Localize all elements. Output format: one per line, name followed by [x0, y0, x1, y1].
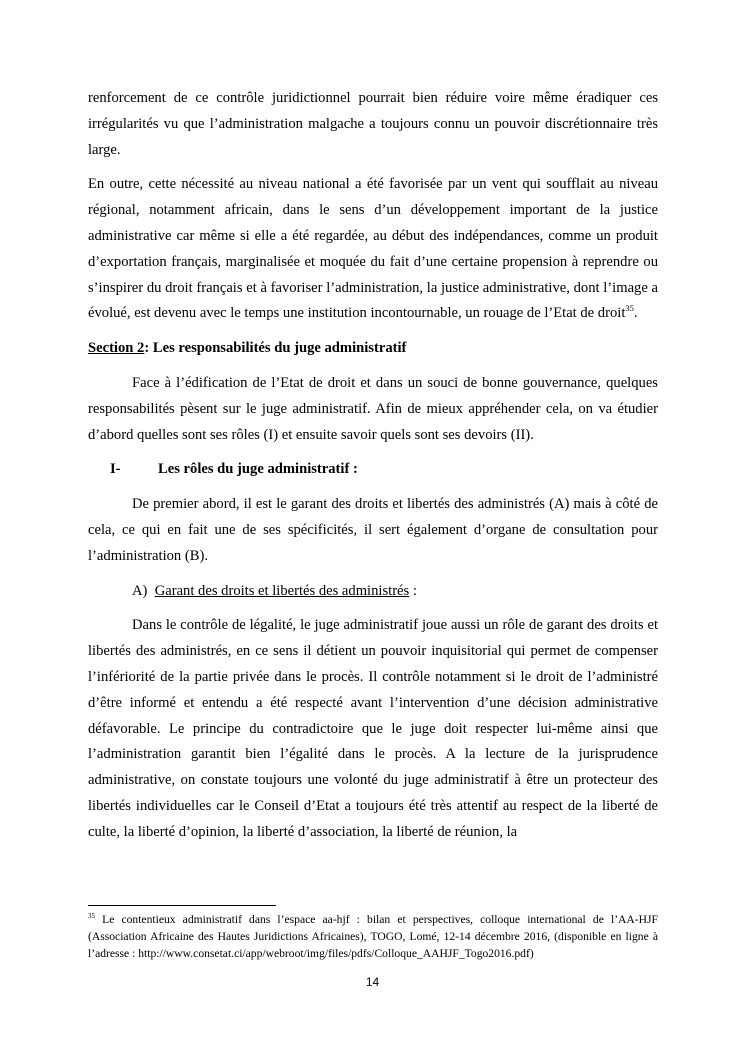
- subheading-title: Garant des droits et libertés des administrés: [154, 582, 410, 599]
- subheading-label: A): [132, 582, 148, 599]
- heading-title: Les rôles du juge administratif :: [158, 461, 358, 478]
- paragraph-part-intro: De premier abord, il est le garant des droits et libertés des administrés (A) mais à côté de cela, ce qui en fait une de ses spécificités, il sert également d’organe de consultation pour l’administration (B).: [88, 496, 658, 564]
- body-text: [88, 86, 658, 855]
- paragraph-end: .: [633, 305, 638, 322]
- footnote: [88, 911, 658, 962]
- subheading-suffix: :: [409, 582, 417, 599]
- paragraph-continuation: renforcement de ce contrôle juridictionnel pourrait bien réduire voire même éradiquer ces irrégularités vu que l’administration malgache a toujours connu un pouvoir discrétionnaire très large.: [88, 90, 658, 158]
- heading-part-I: [88, 457, 658, 483]
- paragraph-guarantor: Dans le contrôle de légalité, le juge administratif joue aussi un rôle de garant des droits et libertés des administrés, en ce sens il détient un pouvoir inquisitorial qui permet de compenser l’infériorité de la partie privée dans le procès. Il contrôle notamment si le droit de l’administré d’être informé et entendu a été respecté avant l’intervention d’une décision administrative défavorable. Le principe du contradictoire que le juge doit respecter lui-même ainsi que l’administration garantit bien l’égalité dans le procès. A la lecture de la jurisprudence administrative, on constate toujours une volonté du juge administratif à être un protecteur des libertés individuelles car le Conseil d’Etat a toujours été très attentif au respect de la liberté de culte, la liberté d’opinion, la liberté d’association, la liberté de réunion, la: [88, 617, 658, 840]
- footnote-text: Le contentieux administratif dans l’espace aa-hjf : bilan et perspectives, colloque international de l’AA-HJF (Association Africaine des Hautes Juridictions Africaines), TOGO, Lomé, 12-14 décembre 2016, (disponible en ligne à l’adresse : http://www.consetat.ci/app/webroot/img/files/pdfs/Colloque_AAHJF_Togo2016.pdf): [88, 913, 658, 960]
- footnote-divider: [88, 905, 276, 906]
- section-title: : Les responsabilités du juge administratif: [144, 340, 407, 357]
- paragraph-regional-context: [88, 172, 658, 327]
- paragraph-section-intro: Face à l’édification de l’Etat de droit et dans un souci de bonne gouvernance, quelques responsabilités pèsent sur le juge administratif. Afin de mieux appréhender cela, on va étudier d’abord quelles sont ses rôles (I) et ensuite savoir quels sont ses devoirs (II).: [88, 374, 658, 443]
- subheading-A: [88, 579, 658, 605]
- heading-number: I-: [110, 461, 121, 478]
- footnote-number: 35: [88, 912, 95, 921]
- section-label: Section 2: [88, 340, 145, 357]
- page-number: 14: [365, 975, 380, 989]
- section-heading: [88, 336, 658, 362]
- paragraph-text: En outre, cette nécessité au niveau national a été favorisée par un vent qui soufflait au niveau régional, notamment africain, dans le sens d’un développement important de la justice administrative car même si elle a été regardée, au début des indépendances, comme un produit d’exportation français, marginalisée et moquée du fait d’une certaine propension à reprendre ou s’inspirer du droit français et à favoriser l’administration, la justice administrative, dont l’image a évolué, est devenu avec le temps une institution incontournable, un rouage de l’Etat de droit: [88, 176, 658, 322]
- footnote-reference[interactable]: 35: [625, 303, 634, 314]
